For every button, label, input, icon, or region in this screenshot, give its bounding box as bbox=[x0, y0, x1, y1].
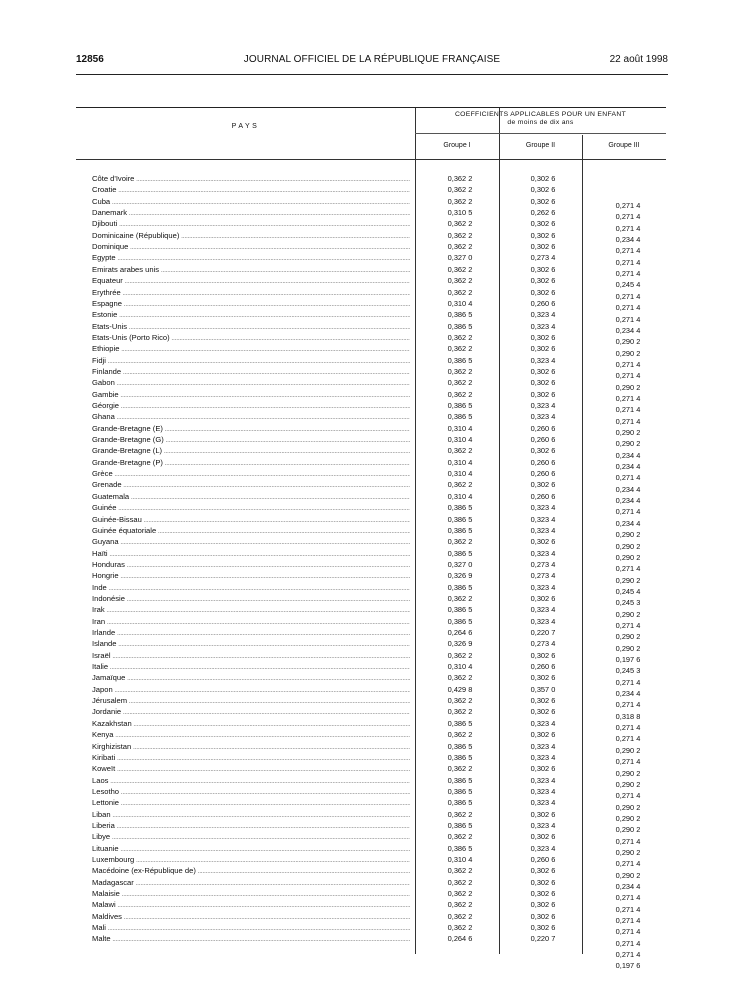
group-2-value: 0,323 4 bbox=[530, 820, 556, 830]
group-2-value: 0,302 6 bbox=[530, 730, 556, 740]
group-3-value: 0,290 2 bbox=[615, 870, 641, 880]
group-3-value: 0,271 4 bbox=[615, 916, 641, 926]
group-1-value: 0,362 2 bbox=[447, 287, 473, 297]
country-cell: Cuba ..... bbox=[92, 196, 410, 207]
country-cell: Grande-Bretagne (E) ..... bbox=[92, 423, 410, 434]
group-1-value: 0,264 6 bbox=[447, 628, 473, 637]
group-3-value: 0,290 2 bbox=[615, 439, 641, 449]
group-2-value: 0,323 4 bbox=[530, 752, 556, 762]
country-cell: Finlande ..... bbox=[92, 366, 410, 377]
group-1-value: 0,362 2 bbox=[447, 866, 473, 876]
country-cell: Guinée ..... bbox=[92, 502, 410, 513]
country-cell: Guinée équatoriale ..... bbox=[92, 525, 410, 536]
group-1-value: 0,386 5 bbox=[447, 820, 473, 830]
group-1-value: 0,326 9 bbox=[447, 571, 473, 581]
group-3-value: 0,271 4 bbox=[615, 269, 641, 279]
group-1-value: 0,310 4 bbox=[447, 423, 473, 433]
country-cell: Irlande ..... bbox=[92, 627, 410, 638]
country-cell: Etats-Unis (Porto Rico) ..... bbox=[92, 332, 410, 343]
country-cell: Ghana ..... bbox=[92, 411, 410, 422]
group-2-value: 0,323 4 bbox=[530, 514, 556, 524]
group-2-value: 0,302 6 bbox=[530, 287, 556, 297]
group-1-value: 0,264 6 bbox=[447, 934, 473, 944]
country-cell: Laos ..... bbox=[92, 775, 410, 786]
country-cell: Lituanie ..... bbox=[92, 843, 410, 854]
group-1-header: Groupe I bbox=[443, 142, 471, 149]
group-3-value: 0,290 2 bbox=[615, 348, 641, 358]
journal-title: JOURNAL OFFICIEL DE LA RÉPUBLIQUE FRANÇAISE bbox=[243, 54, 501, 65]
group-2-value: 0,357 0 bbox=[530, 684, 556, 694]
country-cell: Grande-Bretagne (G) ..... bbox=[92, 434, 410, 445]
group-2-value: 0,302 6 bbox=[530, 537, 556, 547]
group-3-value: 0,271 4 bbox=[615, 791, 641, 801]
group-1-value: 0,362 2 bbox=[447, 276, 473, 286]
country-cell: Espagne ..... bbox=[92, 298, 410, 309]
group-1-value: 0,386 5 bbox=[447, 401, 473, 410]
group-2-value: 0,302 6 bbox=[530, 219, 556, 229]
group-1-value: 0,310 5 bbox=[447, 208, 473, 218]
group-1-value: 0,362 2 bbox=[447, 219, 473, 229]
group-1-value: 0,362 2 bbox=[447, 650, 473, 660]
group-1-value: 0,362 2 bbox=[447, 378, 473, 388]
country-cell: Guyana ..... bbox=[92, 536, 410, 547]
group-2-value: 0,323 4 bbox=[530, 605, 556, 615]
group-3-value: 0,290 2 bbox=[615, 768, 641, 778]
group-3-value: 0,234 4 bbox=[615, 450, 641, 460]
country-cell: Emirats arabes unis ..... bbox=[92, 264, 410, 275]
group-2-value: 0,302 6 bbox=[530, 593, 556, 603]
group-1-value: 0,362 2 bbox=[447, 480, 473, 490]
group-3-value: 0,245 4 bbox=[615, 280, 641, 290]
country-cell: Erythrée ..... bbox=[92, 287, 410, 298]
country-cell: Gabon ..... bbox=[92, 377, 410, 388]
country-cell: Libye ..... bbox=[92, 831, 410, 842]
group-3-value: 0,271 4 bbox=[615, 564, 641, 574]
group-2-value: 0,323 4 bbox=[530, 503, 556, 513]
group-3-value: 0,271 4 bbox=[615, 291, 641, 301]
country-cell: Ethiopie ..... bbox=[92, 343, 410, 354]
group-3-value: 0,290 2 bbox=[615, 428, 641, 437]
group-3-value: 0,290 2 bbox=[615, 802, 641, 812]
group-3-value: 0,271 4 bbox=[615, 223, 641, 233]
group-1-value: 0,327 0 bbox=[447, 559, 473, 569]
header-divider bbox=[415, 133, 666, 134]
group-3-value: 0,290 2 bbox=[615, 813, 641, 823]
group-2-value: 0,302 6 bbox=[530, 366, 556, 376]
group-3-value: 0,271 4 bbox=[615, 416, 641, 426]
group-2-value: 0,302 6 bbox=[530, 344, 556, 354]
country-cell: Grande-Bretagne (P) ..... bbox=[92, 457, 410, 468]
group-2-value: 0,323 4 bbox=[530, 582, 556, 592]
group-2-value: 0,302 6 bbox=[530, 866, 556, 876]
country-cell: Honduras ..... bbox=[92, 559, 410, 570]
group-3-value: 0,271 4 bbox=[615, 859, 641, 869]
group-1-value: 0,310 4 bbox=[447, 491, 473, 501]
group-1-value: 0,362 2 bbox=[447, 389, 473, 399]
country-cell: Iran ..... bbox=[92, 616, 410, 627]
group-1-value: 0,362 2 bbox=[447, 889, 473, 899]
group-3-value: 0,290 2 bbox=[615, 632, 641, 642]
country-cell: Danemark ..... bbox=[92, 207, 410, 218]
country-cell: Grenade ..... bbox=[92, 479, 410, 490]
country-cell: Japon ..... bbox=[92, 684, 410, 695]
group-2-value: 0,302 6 bbox=[530, 242, 556, 252]
country-cell: Maldives ..... bbox=[92, 911, 410, 922]
group-2-value: 0,323 4 bbox=[530, 616, 556, 626]
group-1-value: 0,362 2 bbox=[447, 877, 473, 887]
group-3-value: 0,234 4 bbox=[615, 882, 641, 891]
group-2-value: 0,273 4 bbox=[530, 559, 556, 569]
group-2-value: 0,302 6 bbox=[530, 174, 556, 183]
group-1-value: 0,362 2 bbox=[447, 185, 473, 195]
group-3-value: 0,290 2 bbox=[615, 575, 641, 585]
group-2-value: 0,260 6 bbox=[530, 491, 556, 501]
country-cell: Kiribati ..... bbox=[92, 752, 410, 763]
group-1-value: 0,386 5 bbox=[447, 582, 473, 592]
group-1-value: 0,386 5 bbox=[447, 355, 473, 365]
group-1-value: 0,386 5 bbox=[447, 616, 473, 626]
group-1-value: 0,362 2 bbox=[447, 593, 473, 603]
group-2-value: 0,302 6 bbox=[530, 378, 556, 388]
group-2-value: 0,302 6 bbox=[530, 900, 556, 910]
country-cell: Jamaïque ..... bbox=[92, 672, 410, 683]
group-1-value: 0,362 2 bbox=[447, 446, 473, 456]
group-3-value: 0,271 4 bbox=[615, 405, 641, 415]
group-2-value: 0,302 6 bbox=[530, 230, 556, 240]
group-3-value: 0,271 4 bbox=[615, 359, 641, 369]
group-2-value: 0,302 6 bbox=[530, 389, 556, 399]
group-2-value: 0,260 6 bbox=[530, 423, 556, 433]
country-cell: Grèce ..... bbox=[92, 468, 410, 479]
group-2-value: 0,302 6 bbox=[530, 673, 556, 683]
group-2-value: 0,302 6 bbox=[530, 196, 556, 206]
country-cell: Equateur ..... bbox=[92, 275, 410, 286]
group-2-value: 0,302 6 bbox=[530, 480, 556, 490]
group-1-value: 0,362 2 bbox=[447, 696, 473, 706]
group-3-value: 0,290 2 bbox=[615, 530, 641, 540]
group-2-value: 0,302 6 bbox=[530, 809, 556, 819]
group-1-value: 0,429 8 bbox=[447, 684, 473, 694]
group-1-value: 0,362 2 bbox=[447, 242, 473, 252]
country-cell: Luxembourg ..... bbox=[92, 854, 410, 865]
group-2-value: 0,302 6 bbox=[530, 185, 556, 195]
country-cell: Kazakhstan ..... bbox=[92, 718, 410, 729]
group-2-value: 0,302 6 bbox=[530, 877, 556, 887]
group-3-value: 0,271 4 bbox=[615, 938, 641, 948]
group-3-value: 0,271 4 bbox=[615, 734, 641, 744]
group-1-value: 0,326 9 bbox=[447, 639, 473, 649]
country-cell: Egypte ..... bbox=[92, 252, 410, 263]
group-3-value: 0,271 4 bbox=[615, 836, 641, 846]
country-cell: Madagascar ..... bbox=[92, 877, 410, 888]
country-cell: Guatemala ..... bbox=[92, 491, 410, 502]
country-cell: Gambie ..... bbox=[92, 389, 410, 400]
group-3-value: 0,271 4 bbox=[615, 201, 641, 210]
group-1-value: 0,310 4 bbox=[447, 469, 473, 479]
group-3-value: 0,271 4 bbox=[615, 950, 641, 960]
group-2-value: 0,323 4 bbox=[530, 355, 556, 365]
group-3-value: 0,271 4 bbox=[615, 507, 641, 517]
coefficients-header-line2: de moins de dix ans bbox=[507, 119, 574, 126]
group-2-value: 0,302 6 bbox=[530, 650, 556, 660]
group-2-value: 0,323 4 bbox=[530, 321, 556, 331]
country-cell: Géorgie ..... bbox=[92, 400, 410, 411]
group-2-value: 0,260 6 bbox=[530, 855, 556, 864]
country-cell: Jérusalem ..... bbox=[92, 695, 410, 706]
group-1-value: 0,362 2 bbox=[447, 764, 473, 774]
country-cell: Inde ..... bbox=[92, 582, 410, 593]
country-cell: Kirghizistan ..... bbox=[92, 741, 410, 752]
group-2-value: 0,302 6 bbox=[530, 923, 556, 933]
group-1-value: 0,386 5 bbox=[447, 310, 473, 320]
group-3-value: 0,271 4 bbox=[615, 757, 641, 767]
group-1-value: 0,386 5 bbox=[447, 321, 473, 331]
group-1-value: 0,362 2 bbox=[447, 911, 473, 921]
group-1-value: 0,386 5 bbox=[447, 798, 473, 808]
group-2-value: 0,260 6 bbox=[530, 298, 556, 308]
group-3-value: 0,271 4 bbox=[615, 393, 641, 403]
group-3-value: 0,271 4 bbox=[615, 893, 641, 903]
group-1-value: 0,362 2 bbox=[447, 344, 473, 354]
group-1-value: 0,362 2 bbox=[447, 174, 473, 183]
group-3-value: 0,271 4 bbox=[615, 212, 641, 222]
country-cell: Koweït ..... bbox=[92, 763, 410, 774]
coefficients-header-line1: COEFFICIENTS APPLICABLES POUR UN ENFANT bbox=[454, 111, 627, 118]
group-2-header: Groupe II bbox=[525, 142, 556, 149]
header-rule bbox=[76, 74, 668, 75]
group-2-value: 0,260 6 bbox=[530, 435, 556, 445]
country-cell: Haïti ..... bbox=[92, 548, 410, 559]
group-3-value: 0,290 2 bbox=[615, 382, 641, 392]
country-cell: Italie ..... bbox=[92, 661, 410, 672]
group-1-value: 0,362 2 bbox=[447, 730, 473, 740]
country-cell: Estonie ..... bbox=[92, 309, 410, 320]
group-3-value: 0,245 3 bbox=[615, 598, 641, 608]
group-2-value: 0,302 6 bbox=[530, 911, 556, 921]
group-2-value: 0,273 4 bbox=[530, 571, 556, 581]
country-cell: Côte d'Ivoire ..... bbox=[92, 173, 410, 184]
group-2-value: 0,302 6 bbox=[530, 889, 556, 899]
group-3-value: 0,234 4 bbox=[615, 484, 641, 494]
country-cell: Guinée-Bissau ..... bbox=[92, 514, 410, 525]
group-1-value: 0,386 5 bbox=[447, 843, 473, 853]
group-1-value: 0,386 5 bbox=[447, 503, 473, 513]
group-3-header: Groupe III bbox=[608, 142, 640, 149]
group-2-value: 0,273 4 bbox=[530, 639, 556, 649]
group-2-value: 0,323 4 bbox=[530, 412, 556, 422]
group-2-value: 0,302 6 bbox=[530, 264, 556, 274]
group-2-value: 0,323 4 bbox=[530, 310, 556, 320]
group-2-value: 0,260 6 bbox=[530, 457, 556, 467]
group-2-value: 0,302 6 bbox=[530, 696, 556, 706]
country-cell: Malaisie ..... bbox=[92, 888, 410, 899]
country-cell: Croatie ..... bbox=[92, 184, 410, 195]
country-cell: Indonésie ..... bbox=[92, 593, 410, 604]
group-3-value: 0,271 4 bbox=[615, 303, 641, 313]
coefficients-column-header bbox=[415, 111, 666, 127]
country-cell: Etats-Unis ..... bbox=[92, 321, 410, 332]
group-2-value: 0,302 6 bbox=[530, 707, 556, 717]
group-3-value: 0,290 2 bbox=[615, 552, 641, 562]
country-cell: Liban ..... bbox=[92, 809, 410, 820]
country-cell: Mali ..... bbox=[92, 922, 410, 933]
group-3-value: 0,290 2 bbox=[615, 779, 641, 789]
group-2-value: 0,323 4 bbox=[530, 843, 556, 853]
group-3-value: 0,271 4 bbox=[615, 620, 641, 630]
page-number: 12856 bbox=[76, 54, 104, 65]
group-1-value: 0,310 4 bbox=[447, 855, 473, 864]
country-cell: Dominicaine (République) ..... bbox=[92, 230, 410, 241]
group-2-value: 0,323 4 bbox=[530, 741, 556, 751]
group-1-value: 0,327 0 bbox=[447, 253, 473, 263]
group-1-value: 0,362 2 bbox=[447, 923, 473, 933]
country-cell: Malawi ..... bbox=[92, 899, 410, 910]
group-1-value: 0,310 4 bbox=[447, 435, 473, 445]
group-3-value: 0,271 4 bbox=[615, 473, 641, 483]
country-cell: Irak ..... bbox=[92, 604, 410, 615]
country-cell: Dominique ..... bbox=[92, 241, 410, 252]
group-1-value: 0,386 5 bbox=[447, 775, 473, 785]
group-1-value: 0,362 2 bbox=[447, 900, 473, 910]
group-1-value: 0,362 2 bbox=[447, 537, 473, 547]
group-1-value: 0,386 5 bbox=[447, 718, 473, 728]
group-3-value: 0,290 2 bbox=[615, 337, 641, 347]
group-2-value: 0,323 4 bbox=[530, 775, 556, 785]
group-3-value: 0,271 4 bbox=[615, 246, 641, 256]
group-3-value: 0,290 2 bbox=[615, 609, 641, 619]
group-2-value: 0,323 4 bbox=[530, 525, 556, 535]
group-1-value: 0,386 5 bbox=[447, 605, 473, 615]
group-1-value: 0,310 4 bbox=[447, 662, 473, 672]
group-3-value: 0,234 4 bbox=[615, 689, 641, 699]
group-3-value: 0,271 4 bbox=[615, 927, 641, 937]
group-3-value: 0,234 4 bbox=[615, 496, 641, 506]
country-cell: Kenya ..... bbox=[92, 729, 410, 740]
group-3-value: 0,271 4 bbox=[615, 371, 641, 381]
country-cell: Fidji ..... bbox=[92, 355, 410, 366]
group-1-value: 0,362 2 bbox=[447, 366, 473, 376]
country-cell: Malte ..... bbox=[92, 933, 410, 944]
group-3-value: 0,271 4 bbox=[615, 677, 641, 687]
group-3-value: 0,290 2 bbox=[615, 745, 641, 755]
country-cell: Macédoine (ex-République de) ..... bbox=[92, 865, 410, 876]
country-cell: Israël ..... bbox=[92, 650, 410, 661]
group-2-value: 0,302 6 bbox=[530, 446, 556, 456]
publication-date: 22 août 1998 bbox=[609, 54, 668, 65]
group-3-value: 0,271 4 bbox=[615, 314, 641, 324]
group-1-value: 0,362 2 bbox=[447, 809, 473, 819]
group-2-value: 0,220 7 bbox=[530, 934, 556, 944]
group-3-value: 0,197 6 bbox=[615, 655, 641, 664]
group-2-value: 0,273 4 bbox=[530, 253, 556, 263]
header-bottom-rule bbox=[76, 159, 666, 160]
group-1-value: 0,386 5 bbox=[447, 412, 473, 422]
group-2-value: 0,302 6 bbox=[530, 764, 556, 774]
group-3-value: 0,290 2 bbox=[615, 825, 641, 835]
group-1-value: 0,362 2 bbox=[447, 230, 473, 240]
country-cell: Jordanie ..... bbox=[92, 706, 410, 717]
group-3-value: 0,290 2 bbox=[615, 643, 641, 653]
group-1-value: 0,362 2 bbox=[447, 196, 473, 206]
country-column-header: PAYS bbox=[231, 123, 260, 130]
group-3-value: 0,234 4 bbox=[615, 518, 641, 528]
group-3-value: 0,318 8 bbox=[615, 711, 641, 721]
group-2-value: 0,220 7 bbox=[530, 628, 556, 637]
group-3-value: 0,271 4 bbox=[615, 723, 641, 733]
group-3-value: 0,271 4 bbox=[615, 257, 641, 267]
group-1-value: 0,362 2 bbox=[447, 264, 473, 274]
group-3-value: 0,234 4 bbox=[615, 462, 641, 472]
group-3-value: 0,290 2 bbox=[615, 847, 641, 857]
group-2-value: 0,302 6 bbox=[530, 332, 556, 342]
group-2-value: 0,323 4 bbox=[530, 548, 556, 558]
group-1-value: 0,362 2 bbox=[447, 673, 473, 683]
group-3-value: 0,234 4 bbox=[615, 325, 641, 335]
country-cell: Lesotho ..... bbox=[92, 786, 410, 797]
group-1-value: 0,310 4 bbox=[447, 298, 473, 308]
coefficients-table bbox=[76, 107, 666, 971]
group-2-value: 0,260 6 bbox=[530, 662, 556, 672]
group-2-value: 0,323 4 bbox=[530, 718, 556, 728]
group-1-value: 0,386 5 bbox=[447, 741, 473, 751]
group-1-value: 0,386 5 bbox=[447, 514, 473, 524]
group-3-value: 0,234 4 bbox=[615, 235, 641, 245]
group-1-value: 0,362 2 bbox=[447, 832, 473, 842]
country-cell: Hongrie ..... bbox=[92, 570, 410, 581]
country-cell: Djibouti ..... bbox=[92, 218, 410, 229]
group-2-value: 0,302 6 bbox=[530, 276, 556, 286]
group-3-value: 0,245 4 bbox=[615, 586, 641, 596]
group-2-value: 0,323 4 bbox=[530, 798, 556, 808]
group-3-value: 0,271 4 bbox=[615, 700, 641, 710]
group-3-value: 0,290 2 bbox=[615, 541, 641, 551]
page-header bbox=[76, 54, 668, 68]
group-2-value: 0,262 6 bbox=[530, 208, 556, 218]
country-cell: Liberia ..... bbox=[92, 820, 410, 831]
country-cell: Grande-Bretagne (L) ..... bbox=[92, 445, 410, 456]
country-cell: Islande ..... bbox=[92, 638, 410, 649]
group-2-value: 0,260 6 bbox=[530, 469, 556, 479]
group-1-value: 0,362 2 bbox=[447, 707, 473, 717]
group-2-value: 0,302 6 bbox=[530, 832, 556, 842]
group-1-value: 0,386 5 bbox=[447, 525, 473, 535]
country-cell: Lettonie ..... bbox=[92, 797, 410, 808]
group-2-value: 0,323 4 bbox=[530, 401, 556, 410]
group-1-value: 0,386 5 bbox=[447, 786, 473, 796]
group-1-value: 0,310 4 bbox=[447, 457, 473, 467]
group-3-value: 0,245 3 bbox=[615, 666, 641, 676]
group-1-value: 0,386 5 bbox=[447, 548, 473, 558]
group-3-value: 0,271 4 bbox=[615, 904, 641, 914]
group-1-value: 0,386 5 bbox=[447, 752, 473, 762]
group-1-value: 0,362 2 bbox=[447, 332, 473, 342]
group-2-value: 0,323 4 bbox=[530, 786, 556, 796]
group-3-value: 0,197 6 bbox=[615, 961, 641, 971]
